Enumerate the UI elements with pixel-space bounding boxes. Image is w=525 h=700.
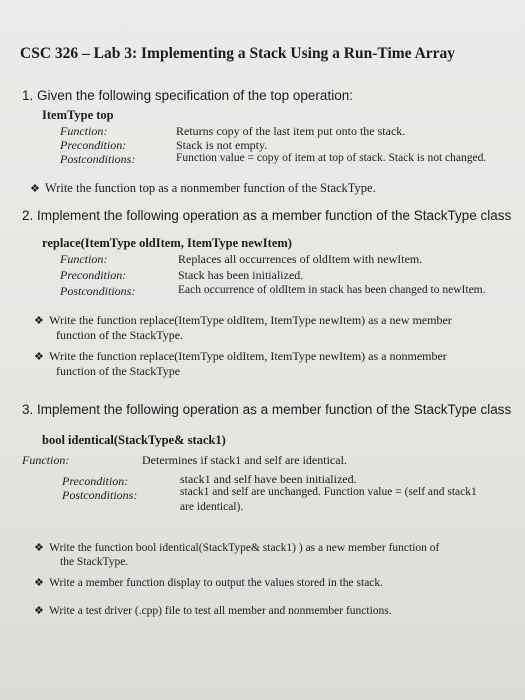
section3-bullet3: ❖ Write a test driver (.cpp) file to test all member and nonmember functions.: [34, 605, 392, 617]
section1-bullet: ❖ Write the function top as a nonmember function of the StackType.: [30, 181, 376, 195]
section3-bullet2: ❖ Write a member function display to output the values stored in the stack.: [34, 577, 384, 589]
section2-bullet1-cont: function of the StackType.: [56, 328, 184, 342]
section3-precondition-text: stack1 and self have been initialized.: [180, 472, 357, 486]
diamond-bullet-icon: ❖: [34, 542, 44, 554]
section1-signature: ItemType top: [42, 108, 114, 122]
section3-postconditions-label: Postconditions:: [62, 488, 138, 502]
section2-bullet1: ❖ Write the function replace(ItemType oldItem, ItemType newItem) as a new member: [34, 313, 452, 327]
section1-heading: 1. Given the following specification of the top operation:: [22, 88, 353, 103]
section1-postconditions-label: Postconditions:: [60, 152, 136, 166]
section1-function-label: Function:: [60, 124, 108, 138]
section3-postconditions-text-cont: are identical).: [180, 501, 244, 513]
section3-postconditions-text: stack1 and self are unchanged. Function value = (self and stack1: [180, 486, 477, 498]
diamond-bullet-icon: ❖: [30, 183, 40, 195]
section3-precondition-label: Precondition:: [62, 474, 129, 488]
diamond-bullet-icon: ❖: [34, 577, 44, 589]
section3-heading: 3. Implement the following operation as a member function of the StackType class: [22, 402, 512, 417]
section3-bullet1-cont: the StackType.: [60, 556, 129, 568]
section2-heading: 2. Implement the following operation as a member function of the StackType class: [22, 208, 512, 223]
section2-function-text: Replaces all occurrences of oldItem with newItem.: [178, 252, 423, 266]
section2-bullet2: ❖ Write the function replace(ItemType oldItem, ItemType newItem) as a nonmember: [34, 349, 447, 363]
diamond-bullet-icon: ❖: [34, 315, 44, 327]
section2-postconditions-text: Each occurrence of oldItem in stack has been changed to newItem.: [178, 284, 486, 296]
section1-precondition-text: Stack is not empty.: [176, 138, 268, 152]
section1-postconditions-text: Function value = copy of item at top of stack. Stack is not changed.: [176, 152, 487, 164]
section3-bullet1: ❖ Write the function bool identical(StackType& stack1) ) as a new member function of: [34, 542, 440, 554]
section2-signature: replace(ItemType oldItem, ItemType newItem): [42, 236, 292, 250]
section2-bullet2-cont: function of the StackType: [56, 364, 181, 378]
section3-function-text: Determines if stack1 and self are identical.: [142, 453, 347, 467]
section3-function-label: Function:: [22, 453, 70, 467]
page-title: CSC 326 – Lab 3: Implementing a Stack Using a Run-Time Array: [20, 45, 456, 62]
diamond-bullet-icon: ❖: [34, 351, 44, 363]
diamond-bullet-icon: ❖: [34, 605, 44, 617]
section2-function-label: Function:: [60, 252, 108, 266]
section2-precondition-label: Precondition:: [60, 268, 127, 282]
section1-precondition-label: Precondition:: [60, 138, 127, 152]
section3-signature: bool identical(StackType& stack1): [42, 433, 226, 447]
section1-function-text: Returns copy of the last item put onto the stack.: [176, 124, 406, 138]
section2-postconditions-label: Postconditions:: [60, 284, 136, 298]
section2-precondition-text: Stack has been initialized.: [178, 268, 304, 282]
